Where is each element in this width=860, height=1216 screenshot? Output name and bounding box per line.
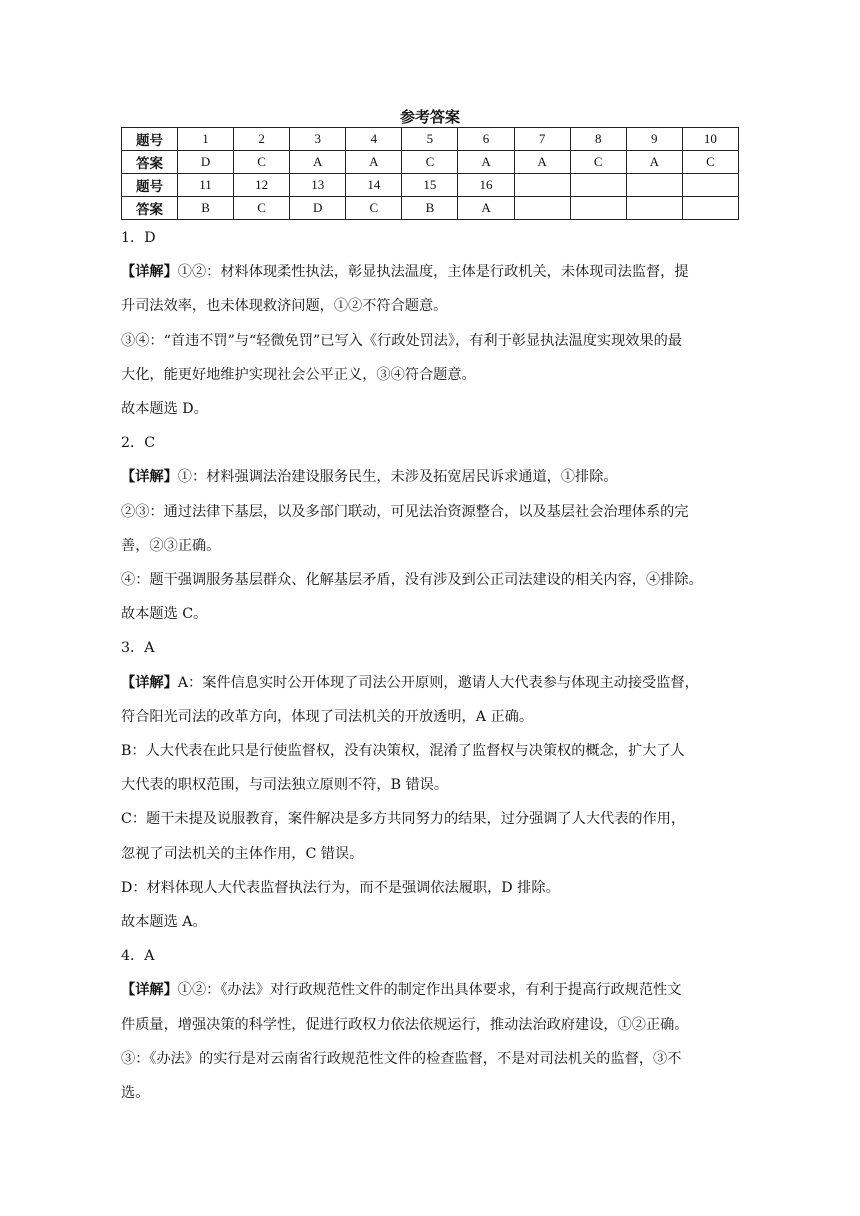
question-number-cell: 9	[626, 128, 682, 151]
line-text: ②③：通过法律下基层，以及多部门联动，可见法治资源整合，以及基层社会治理体系的完	[121, 503, 689, 520]
line-text: 1．D	[121, 230, 156, 246]
answer-cell	[626, 197, 682, 220]
question-number-cell: 14	[346, 174, 402, 197]
question-number-cell	[626, 174, 682, 197]
detail-tag: 【详解】	[121, 264, 178, 281]
answer-cell: A	[346, 151, 402, 174]
table-row	[122, 151, 739, 174]
line-text: 故本题选 C。	[121, 606, 208, 623]
answer-cell: C	[570, 151, 626, 174]
line-text: 件质量，增强决策的科学性，促进行政权力依法依规运行，推动法治政府建设，①②正确。	[121, 1016, 689, 1033]
row-label: 题号	[122, 174, 178, 197]
line-text: 3．A	[121, 640, 155, 657]
line-text: A：案件信息实时公开体现了司法公开原则，邀请人大代表参与体现主动接受监督，	[177, 674, 699, 691]
detail-tag: 【详解】	[121, 982, 178, 999]
line-text: B：人大代表在此只是行使监督权，没有决策权，混淆了监督权与决策权的概念，扩大了人	[121, 743, 685, 760]
question-number-cell: 12	[234, 174, 290, 197]
line-text: 大化，能更好地维护实现社会公平正义，③④符合题意。	[121, 366, 476, 383]
answer-cell: D	[290, 197, 346, 220]
line-text: 2．C	[121, 435, 156, 452]
detail-tag: 【详解】	[121, 469, 178, 486]
explanation-line	[121, 1042, 741, 1076]
explanation-line	[121, 460, 741, 494]
table-row	[122, 128, 739, 151]
table-row	[122, 197, 739, 220]
question-number-cell	[570, 174, 626, 197]
answer-table	[121, 127, 739, 220]
question-answer-heading	[121, 426, 741, 460]
table-row	[122, 174, 739, 197]
line-text: 符合阳光司法的改革方向，体现了司法机关的开放透明，A 正确。	[121, 708, 534, 725]
answer-cell: A	[290, 151, 346, 174]
explanation-line	[121, 1008, 741, 1042]
explanation-line	[121, 495, 741, 529]
explanation-line	[121, 358, 741, 392]
explanation-line	[121, 563, 741, 597]
question-number-cell: 1	[178, 128, 234, 151]
answer-cell: C	[234, 197, 290, 220]
line-text: 选。	[121, 1085, 150, 1102]
explanation-line	[121, 529, 741, 563]
line-text: 故本题选 A。	[121, 914, 207, 931]
explanation-body	[121, 221, 741, 1110]
line-text: 故本题选 D。	[121, 401, 208, 418]
answer-cell: A	[458, 151, 514, 174]
line-text: 升司法效率，也未体现救济问题，①②不符合题意。	[121, 298, 448, 315]
line-text: ④：题干强调服务基层群众、化解基层矛盾，没有涉及到公正司法建设的相关内容，④排除。	[121, 572, 703, 589]
explanation-line	[121, 734, 741, 768]
question-number-cell: 10	[682, 128, 738, 151]
question-number-cell: 2	[234, 128, 290, 151]
question-number-cell: 3	[290, 128, 346, 151]
question-number-cell: 5	[402, 128, 458, 151]
question-number-cell: 4	[346, 128, 402, 151]
question-number-cell	[682, 174, 738, 197]
line-text: 忽视了司法机关的主体作用，C 错误。	[121, 845, 364, 862]
explanation-line	[121, 289, 741, 323]
page-title: 参考答案	[399, 108, 460, 126]
line-text: ③④：“首违不罚”与“轻微免罚”已写入《行政处罚法》，有利于彰显执法温度实现效果的最	[121, 332, 683, 349]
answer-cell	[514, 197, 570, 220]
question-number-cell: 6	[458, 128, 514, 151]
explanation-line	[121, 871, 741, 905]
detail-tag: 【详解】	[121, 674, 178, 691]
answer-cell: C	[346, 197, 402, 220]
question-number-cell	[514, 174, 570, 197]
line-text: ③：《办法》的实行是对云南省行政规范性文件的检查监督，不是对司法机关的监督，③不	[121, 1050, 682, 1067]
row-label: 题号	[122, 128, 178, 151]
explanation-line	[121, 837, 741, 871]
explanation-line	[121, 973, 741, 1007]
explanation-line	[121, 324, 741, 358]
row-label: 答案	[122, 151, 178, 174]
answer-cell: C	[234, 151, 290, 174]
line-text: ①：材料强调法治建设服务民生，未涉及拓宽居民诉求通道，①排除。	[177, 469, 618, 486]
line-text: 4．A	[121, 948, 155, 965]
line-text: C：题干未提及说服教育，案件解决是多方共同努力的结果，过分强调了人大代表的作用，	[121, 811, 686, 828]
line-text: 大代表的职权范围，与司法独立原则不符，B 错误。	[121, 777, 449, 794]
line-text: ①②：《办法》对行政规范性文件的制定作出具体要求，有利于提高行政规范性文	[177, 982, 682, 999]
answer-cell: B	[178, 197, 234, 220]
question-number-cell: 13	[290, 174, 346, 197]
answer-cell: A	[514, 151, 570, 174]
answer-cell	[570, 197, 626, 220]
question-answer-heading	[121, 939, 741, 973]
question-number-cell: 16	[458, 174, 514, 197]
line-text: D：材料体现人大代表监督执法行为，而不是强调依法履职，D 排除。	[121, 879, 560, 896]
answer-cell: A	[458, 197, 514, 220]
answer-cell: A	[626, 151, 682, 174]
question-answer-heading	[121, 631, 741, 665]
question-number-cell: 15	[402, 174, 458, 197]
answer-cell	[682, 197, 738, 220]
explanation-line	[121, 1076, 741, 1110]
answer-cell: D	[178, 151, 234, 174]
explanation-line	[121, 700, 741, 734]
question-number-cell: 8	[570, 128, 626, 151]
answer-cell: C	[682, 151, 738, 174]
line-text: 善，②③正确。	[121, 537, 221, 554]
explanation-line	[121, 802, 741, 836]
question-number-cell: 11	[178, 174, 234, 197]
explanation-line	[121, 597, 741, 631]
line-text: ①②：材料体现柔性执法，彰显执法温度，主体是行政机关，未体现司法监督，提	[177, 264, 689, 281]
explanation-line	[121, 666, 741, 700]
question-number-cell: 7	[514, 128, 570, 151]
explanation-line	[121, 905, 741, 939]
question-answer-heading	[121, 221, 741, 255]
explanation-line	[121, 768, 741, 802]
explanation-line	[121, 392, 741, 426]
row-label: 答案	[122, 197, 178, 220]
explanation-line	[121, 255, 741, 289]
answer-cell: C	[402, 151, 458, 174]
answer-cell: B	[402, 197, 458, 220]
